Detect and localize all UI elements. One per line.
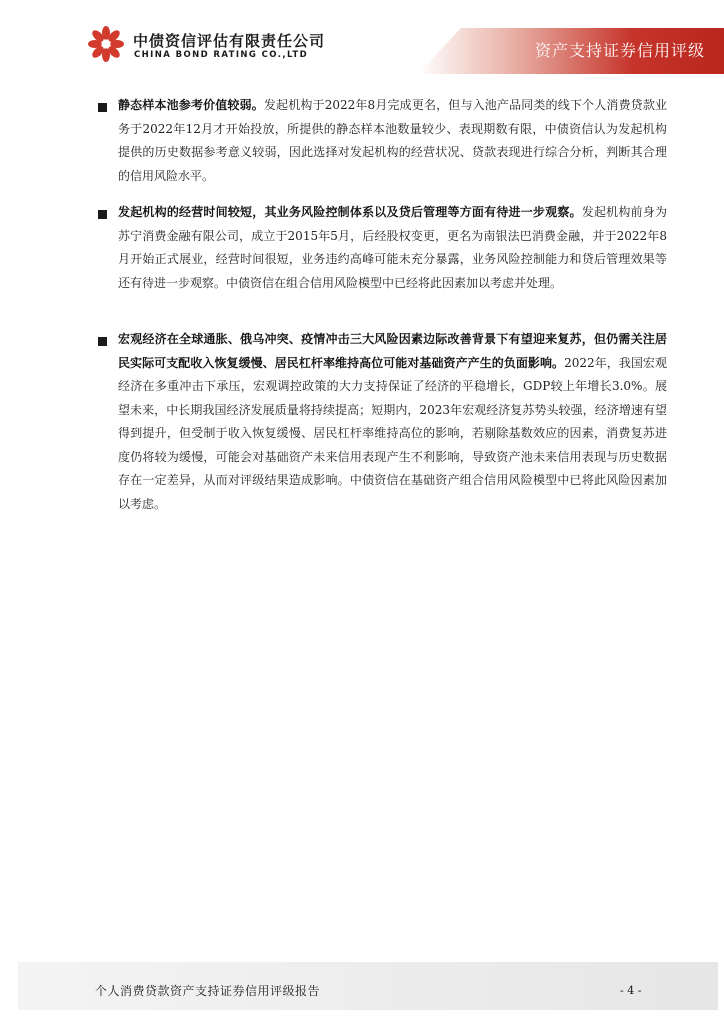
risk-item-lead: 宏观经济在全球通胀、俄乌冲突、疫情冲击三大风险因素边际改善背景下有望迎来复苏，但仍需关注居民实际可支配收入恢复缓慢、居民杠杆率维持高位可能对基础资产产生的负面影响。: [118, 332, 667, 370]
risk-item-static-pool: [118, 94, 667, 188]
company-name-en: CHINA BOND RATING CO.,LTD: [134, 50, 309, 60]
bullet-marker-icon: [98, 337, 107, 346]
company-logo-icon: [88, 26, 124, 62]
header-banner-title: 资产支持证券信用评级: [535, 41, 706, 60]
risk-item-text: 发起机构前身为苏宁消费金融有限公司，成立于2015年5月，后经股权变更，更名为南银法巴消费金融，并于2022年8月开始正式展业，经营时间很短，业务违约高峰可能未充分暴露，业务风险控制能力和贷后管理效果等还有待进一步观察。中债资信在组合信用风险模型中已经将此因素加以考虑并处理。: [118, 205, 667, 290]
risk-item-macro-economy: [118, 328, 667, 516]
company-name-cn: 中债资信评估有限责任公司: [133, 32, 326, 50]
page-number: - 4 -: [620, 984, 642, 997]
risk-item-text: 2022年，我国宏观经济在多重冲击下承压，宏观调控政策的大力支持保证了经济的平稳增长，GDP较上年增长3.0%。展望未来，中长期我国经济发展质量将持续提高；短期内，2023年宏观经济复苏势头较强，经济增速有望得到提升，但受制于收入恢复缓慢、居民杠杆率维持高位的影响，若剔除基数效应的因素，消费复苏进度仍将较为缓慢，可能会对基础资产未来信用表现产生不利影响，导致资产池未来信用表现与历史数据存在一定差异，从而对评级结果造成影响。中债资信在基础资产组合信用风险模型中已将此风险因素加以考虑。: [118, 355, 667, 511]
risk-item-text: 发起机构于2022年8月完成更名，但与入池产品同类的线下个人消费贷款业务于2022年12月才开始投放，所提供的静态样本池数量较少、表现期数有限，中债资信认为发起机构提供的历史数据参考意义较弱，因此选择对发起机构的经营状况、贷款表现进行综合分析，判断其合理的信用风险水平。: [118, 98, 667, 183]
page-header: [0, 0, 724, 80]
risk-item-lead: 发起机构的经营时间较短，其业务风险控制体系以及贷后管理等方面有待进一步观察。: [118, 205, 582, 219]
risk-item-lead: 静态样本池参考价值较弱。: [118, 98, 264, 112]
bullet-marker-icon: [98, 210, 107, 219]
risk-item-operating-history: [118, 201, 667, 295]
footer-report-title: 个人消费贷款资产支持证券信用评级报告: [95, 984, 321, 998]
bullet-marker-icon: [98, 103, 107, 112]
